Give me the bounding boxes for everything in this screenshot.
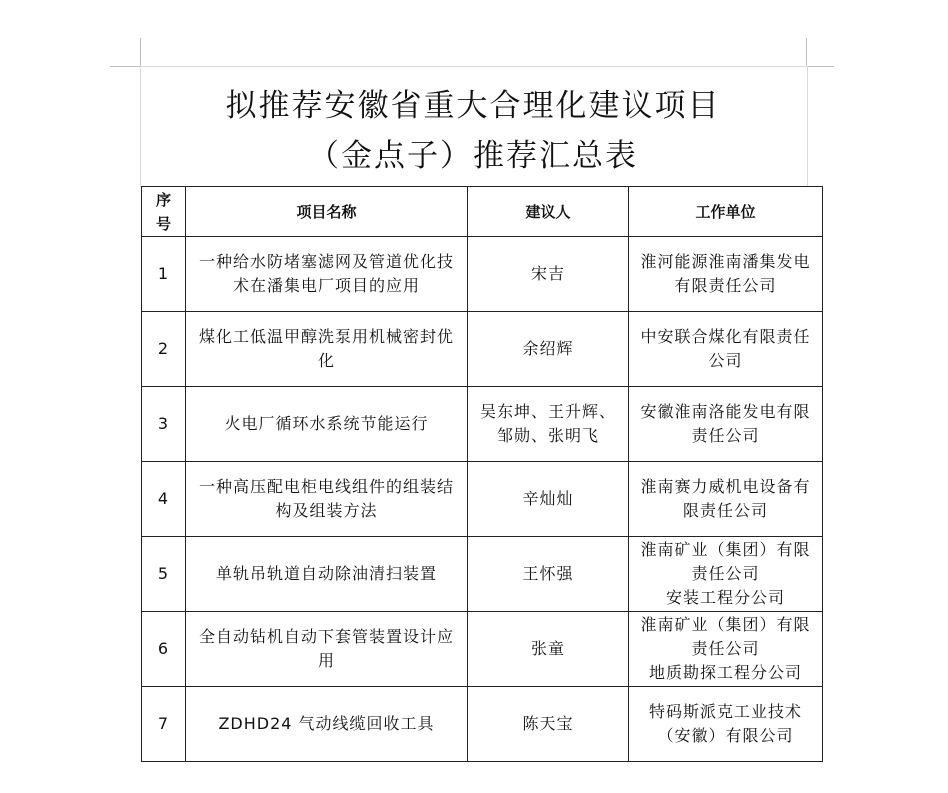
- work-unit-line: 特码斯派克工业技术（安徽）有限公司: [648, 702, 802, 745]
- work-unit-line: 中安联合煤化有限责任公司: [640, 327, 811, 370]
- page-corner-mark-left-vertical: [140, 38, 141, 66]
- header-serial-line-1: 序: [155, 190, 171, 209]
- row-work-unit: [629, 237, 823, 312]
- row-work-unit: [629, 462, 823, 537]
- row-work-unit: [629, 537, 823, 612]
- table-header-row: [142, 187, 823, 237]
- header-serial-number: [142, 187, 186, 237]
- row-project-name: 全自动钻机自动下套管装置设计应用: [186, 612, 468, 687]
- work-unit-line: 淮南赛力威机电设备有限责任公司: [640, 477, 811, 520]
- recommendation-summary-table: [141, 186, 823, 762]
- row-work-unit: [629, 687, 823, 762]
- row-serial-number: 5: [142, 537, 186, 612]
- work-unit-line: 淮南矿业（集团）有限责任公司: [640, 615, 811, 658]
- row-serial-number: 3: [142, 387, 186, 462]
- table-row: [142, 237, 823, 312]
- row-project-name: 单轨吊轨道自动除油清扫装置: [186, 537, 468, 612]
- header-serial-line-2: 号: [155, 214, 171, 233]
- header-proposer: 建议人: [468, 187, 629, 237]
- row-project-name: 一种高压配电柜电线组件的组装结构及组装方法: [186, 462, 468, 537]
- row-project-name: 一种给水防堵塞滤网及管道优化技术在潘集电厂项目的应用: [186, 237, 468, 312]
- document-title-line-2: （金点子）推荐汇总表: [308, 138, 638, 174]
- page-corner-mark-right: [806, 66, 834, 67]
- row-serial-number: 6: [142, 612, 186, 687]
- page-corner-mark-right-vertical: [806, 38, 807, 66]
- document-title-line-1: 拟推荐安徽省重大合理化建议项目: [225, 88, 721, 124]
- work-unit-line: 地质勘探工程分公司: [648, 663, 802, 682]
- row-work-unit: [629, 387, 823, 462]
- table-row: [142, 387, 823, 462]
- header-project-name: 项目名称: [186, 187, 468, 237]
- row-proposer: 陈天宝: [468, 687, 629, 762]
- row-work-unit: [629, 312, 823, 387]
- table-row: [142, 312, 823, 387]
- header-work-unit: 工作单位: [629, 187, 823, 237]
- row-project-name: 煤化工低温甲醇洗泵用机械密封优化: [186, 312, 468, 387]
- work-unit-line: 安徽淮南洛能发电有限责任公司: [640, 402, 811, 445]
- row-proposer: 吴东坤、王升辉、邹勋、张明飞: [468, 387, 629, 462]
- row-project-name: 火电厂循环水系统节能运行: [186, 387, 468, 462]
- work-unit-line: 淮河能源淮南潘集发电有限责任公司: [640, 252, 811, 295]
- row-proposer: 宋吉: [468, 237, 629, 312]
- work-unit-line: 淮南矿业（集团）有限责任公司: [640, 540, 811, 583]
- row-proposer: 余绍辉: [468, 312, 629, 387]
- row-serial-number: 4: [142, 462, 186, 537]
- table-row: [142, 687, 823, 762]
- table-row: [142, 612, 823, 687]
- row-proposer: 张童: [468, 612, 629, 687]
- row-serial-number: 7: [142, 687, 186, 762]
- row-serial-number: 2: [142, 312, 186, 387]
- row-proposer: 辛灿灿: [468, 462, 629, 537]
- row-project-name: ZDHD24 气动线缆回收工具: [186, 687, 468, 762]
- row-proposer: 王怀强: [468, 537, 629, 612]
- page-corner-mark-left: [110, 66, 140, 67]
- table-row: [142, 537, 823, 612]
- table-row: [142, 462, 823, 537]
- row-work-unit: [629, 612, 823, 687]
- row-serial-number: 1: [142, 237, 186, 312]
- work-unit-line: 安装工程分公司: [665, 588, 785, 607]
